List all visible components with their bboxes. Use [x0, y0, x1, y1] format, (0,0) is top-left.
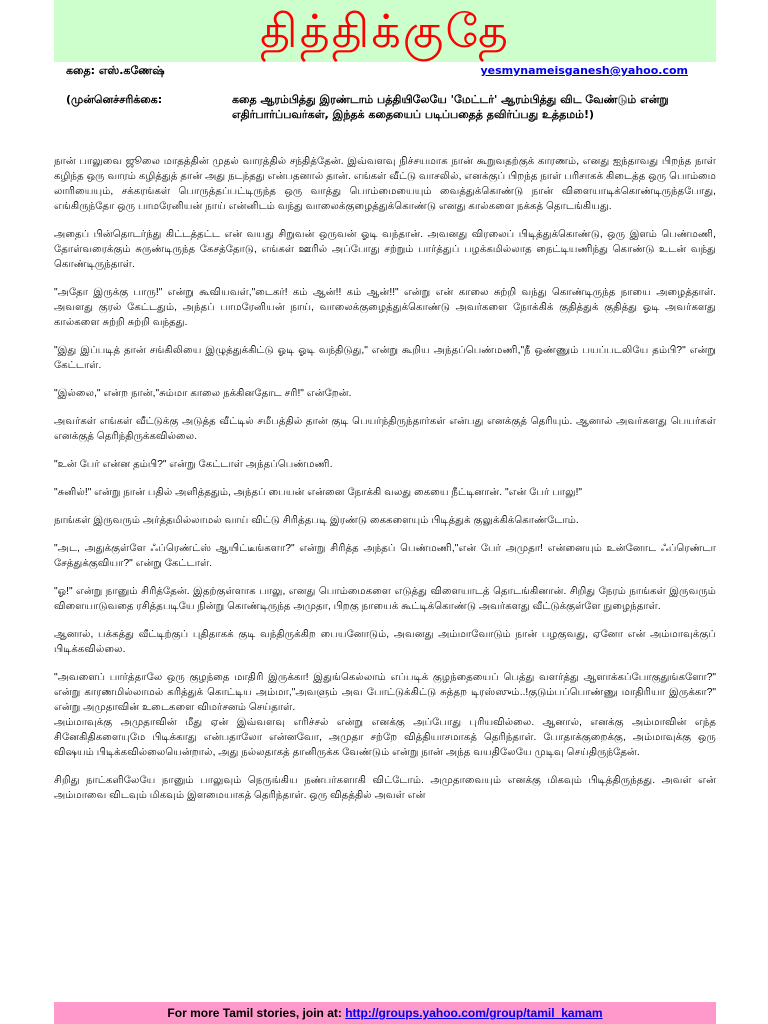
story-paragraph: "அவளைப் பார்த்தாலே ஒரு குழந்தை மாதிரி இருக்கா! இதுங்கெல்லாம் எப்படிக் குழந்தையைப் பெத்து வளர்த்து ஆளாக்கப்போகுதுங்களோ?" என்று காரணமில்லாமல் கரித்துக் கொட்டிய அம்மா,"அவளும் அவ போட்டுக்கிட்டு சுத்தற டிரஸ்ஸும்..!குடும்பப்பொண்ணு மாதிரியா இருக்கா?" என்று அமுதாவின் உடைகளை விமர்சனம் செய்தாள். [54, 672, 716, 713]
byline-row [54, 62, 716, 80]
story-paragraph: "இது இப்படித் தான் சங்கிலியை இழுத்துக்கிட்டு ஓடி ஓடி வந்திடுது," என்று கூறிய அந்தப்பெண்மணி,"நீ ஒண்ணும் பயப்படலியே தம்பி?" என்று கேட்டாள். [54, 345, 716, 371]
author-email-link[interactable]: yesmynameisganesh@yahoo.com [480, 64, 688, 77]
story-paragraph: "அட, அதுக்குள்ளே ஃப்ரெண்ட்ஸ் ஆயிட்டீங்களா?" என்று சிரித்த அந்தப் பெண்மணி,"என் பேர் அமுதா! என்னையும் உன்னோட ஃப்ரெண்டா சேத்துக்குவியா?" என்று கேட்டாள். [54, 543, 716, 569]
footer-text: For more Tamil stories, join at: [167, 1006, 346, 1020]
footer-banner [54, 1002, 716, 1024]
warning-label: (முன்னெச்சரிக்கை: [66, 93, 163, 106]
story-paragraph: "அதோ இருக்கு பாரு!" என்று கூவியவள்,"டைகர்! கம் ஆன்!! கம் ஆன்!!" என்று என் காலை சுற்றி வந்து கொண்டிருந்த நாயை அழைத்தாள். அவளது குரல் கேட்டதும், அந்தப் பாமரேனியன் நாய், வாலைக்குழைத்துக்கொண்டு அவர்களை நோக்கிக் குதித்துக் குதித்து ஓடி அவர்களது கால்களை சுற்றி சுற்றி வந்தது. [54, 287, 716, 328]
story-paragraph: நாங்கள் இருவரும் அர்த்தமில்லாமல் வாய் விட்டு சிரித்தபடி இரண்டு கைகளையும் பிடித்துக் குலுக்கிக்கொண்டோம். [54, 515, 579, 526]
story-paragraph: அவர்கள் எங்கள் வீட்டுக்கு அடுத்த வீட்டில் சமீபத்தில் தான் குடி பெயர்ந்திருந்தார்கள் என்பது எனக்குத் தெரியும். ஆனால் அவர்களது பெயர்கள் எனக்குத் தெரிந்திருக்கவில்லை. [54, 416, 716, 442]
story-title: தித்திக்குதே [260, 4, 510, 58]
story-paragraph: "சுனில்!" என்று நான் பதில் அளித்ததும், அந்தப் பையன் என்னை நோக்கி வலது கையை நீட்டினான். "என் பேர் பாலு!" [54, 487, 583, 498]
story-body [54, 154, 716, 816]
group-link[interactable]: http://groups.yahoo.com/group/tamil_kamam [345, 1006, 603, 1020]
story-paragraph: "ஓ!" என்று நானும் சிரித்தேன். இதற்குள்ளாக பாலு, எனது பொம்மைகளை எடுத்து விளையாடத் தொடங்கினான். சிறிது நேரம் நாங்கள் இருவரும் விளையாடுவதை ரசித்தபடியே நின்று கொண்டிருந்த அமுதா, பிறகு நாயைக் கூட்டிக்கொண்டு அவர்களது வீட்டுக்குள்ளே நுழைந்தாள். [54, 586, 716, 612]
story-paragraph: ஆனால், பக்கத்து வீட்டிற்குப் புதிதாகக் குடி வந்திருக்கிற பையனோடும், அவனது அம்மாவோடும் நான் பழகுவது, ஏனோ என் அம்மாவுக்குப் பிடிக்கவில்லை. [54, 629, 716, 655]
author-credit: கதை: எஸ்.கணேஷ் [66, 64, 165, 77]
story-paragraph: சிறிது நாட்களிலேயே நானும் பாலுவும் நெருங்கிய நண்பர்களாகி விட்டோம். அமுதாவையும் எனக்கு மிகவும் பிடித்திருந்தது. அவள் என் அம்மாவை விடவும் மிகவும் இளமையாகத் தெரிந்தாள். ஒரு விதத்தில் அவள் என் [54, 775, 716, 801]
story-paragraph: அம்மாவுக்கு அமுதாவின் மீது ஏன் இவ்வளவு எரிச்சல் என்று எனக்கு அப்போது புரியவில்லை. ஆனால், எனக்கு அம்மாவின் எந்த சினேகிதிகளையுமே பிடிக்காது என்பதாலோ என்னவோ, அமுதா சற்றே வித்தியாசமாகத் தெரிந்தாள். போதாக்குறைக்கு, அம்மாவுக்கு ஒரு விஷயம் பிடிக்கவில்லையென்றால், அது நல்லதாகத் தானிருக்க வேண்டும் என்று நான் அந்த வயதிலேயே முடிவு செய்திருந்தேன். [54, 717, 716, 758]
title-banner [54, 0, 716, 62]
story-paragraph: "இல்லை," என்ற நான்,"சும்மா காலை நக்கினதோட சரி!" என்றேன். [54, 388, 352, 399]
story-paragraph: அதைப் பின்தொடர்ந்து கிட்டத்தட்ட என் வயது சிறுவன் ஒருவன் ஓடி வந்தான். அவனது விரலைப் பிடித்துக்கொண்டு, ஒரு இளம் பெண்மணி, தோள்வரைக்கும் சுருண்டிருந்த கேசத்தோடு, எங்கள் ஊரில் அப்போது சற்றும் பார்த்துப் பழக்கமில்லாத நைட்டியணிந்து கொண்டு உடன் வந்து கொண்டிருந்தாள். [54, 229, 716, 270]
warning-text: கதை ஆரம்பித்து இரண்டாம் பத்தியிலேயே 'மேட்டர்' ஆரம்பித்து விட வேண்டும் என்று எதிர்பார்ப்பவர்கள், இந்தக் கதையைப் படிப்பதைத் தவிர்ப்பது உத்தமம்!) [232, 93, 669, 121]
story-paragraph: நான் பாலுவை ஜூலை மாதத்தின் முதல் வாரத்தில் சந்தித்தேன். இவ்வளவு நிச்சயமாக நான் கூறுவதற்குக் காரணம், எனது ஐந்தாவது பிறந்த நாள் கழிந்த ஒரு வாரம் கழித்துத் தான் அது நடந்தது என்பதனால் தான். எங்கள் வீட்டு வாசலில், எனக்குப் பிறந்த நாள் பரிசாகக் கிடைத்த ஒரு பொம்மை லாரியையும், சக்கரங்கள் பொருத்தப்பட்டிருந்த ஒரு வாத்து பொம்மையையும் வைத்துக்கொண்டு நான் விளையாடிக்கொண்டிருந்தபோது, எங்கிருந்தோ ஒரு பாமரேனியன் நாய் என்னிடம் வந்து வாலைக்குழைத்துக்கொண்டு எனது கால்களை நக்கத் தொடங்கியது. [54, 156, 716, 212]
story-paragraph: "உன் பேர் என்ன தம்பி?" என்று கேட்டாள் அந்தப்பெண்மணி. [54, 459, 333, 470]
